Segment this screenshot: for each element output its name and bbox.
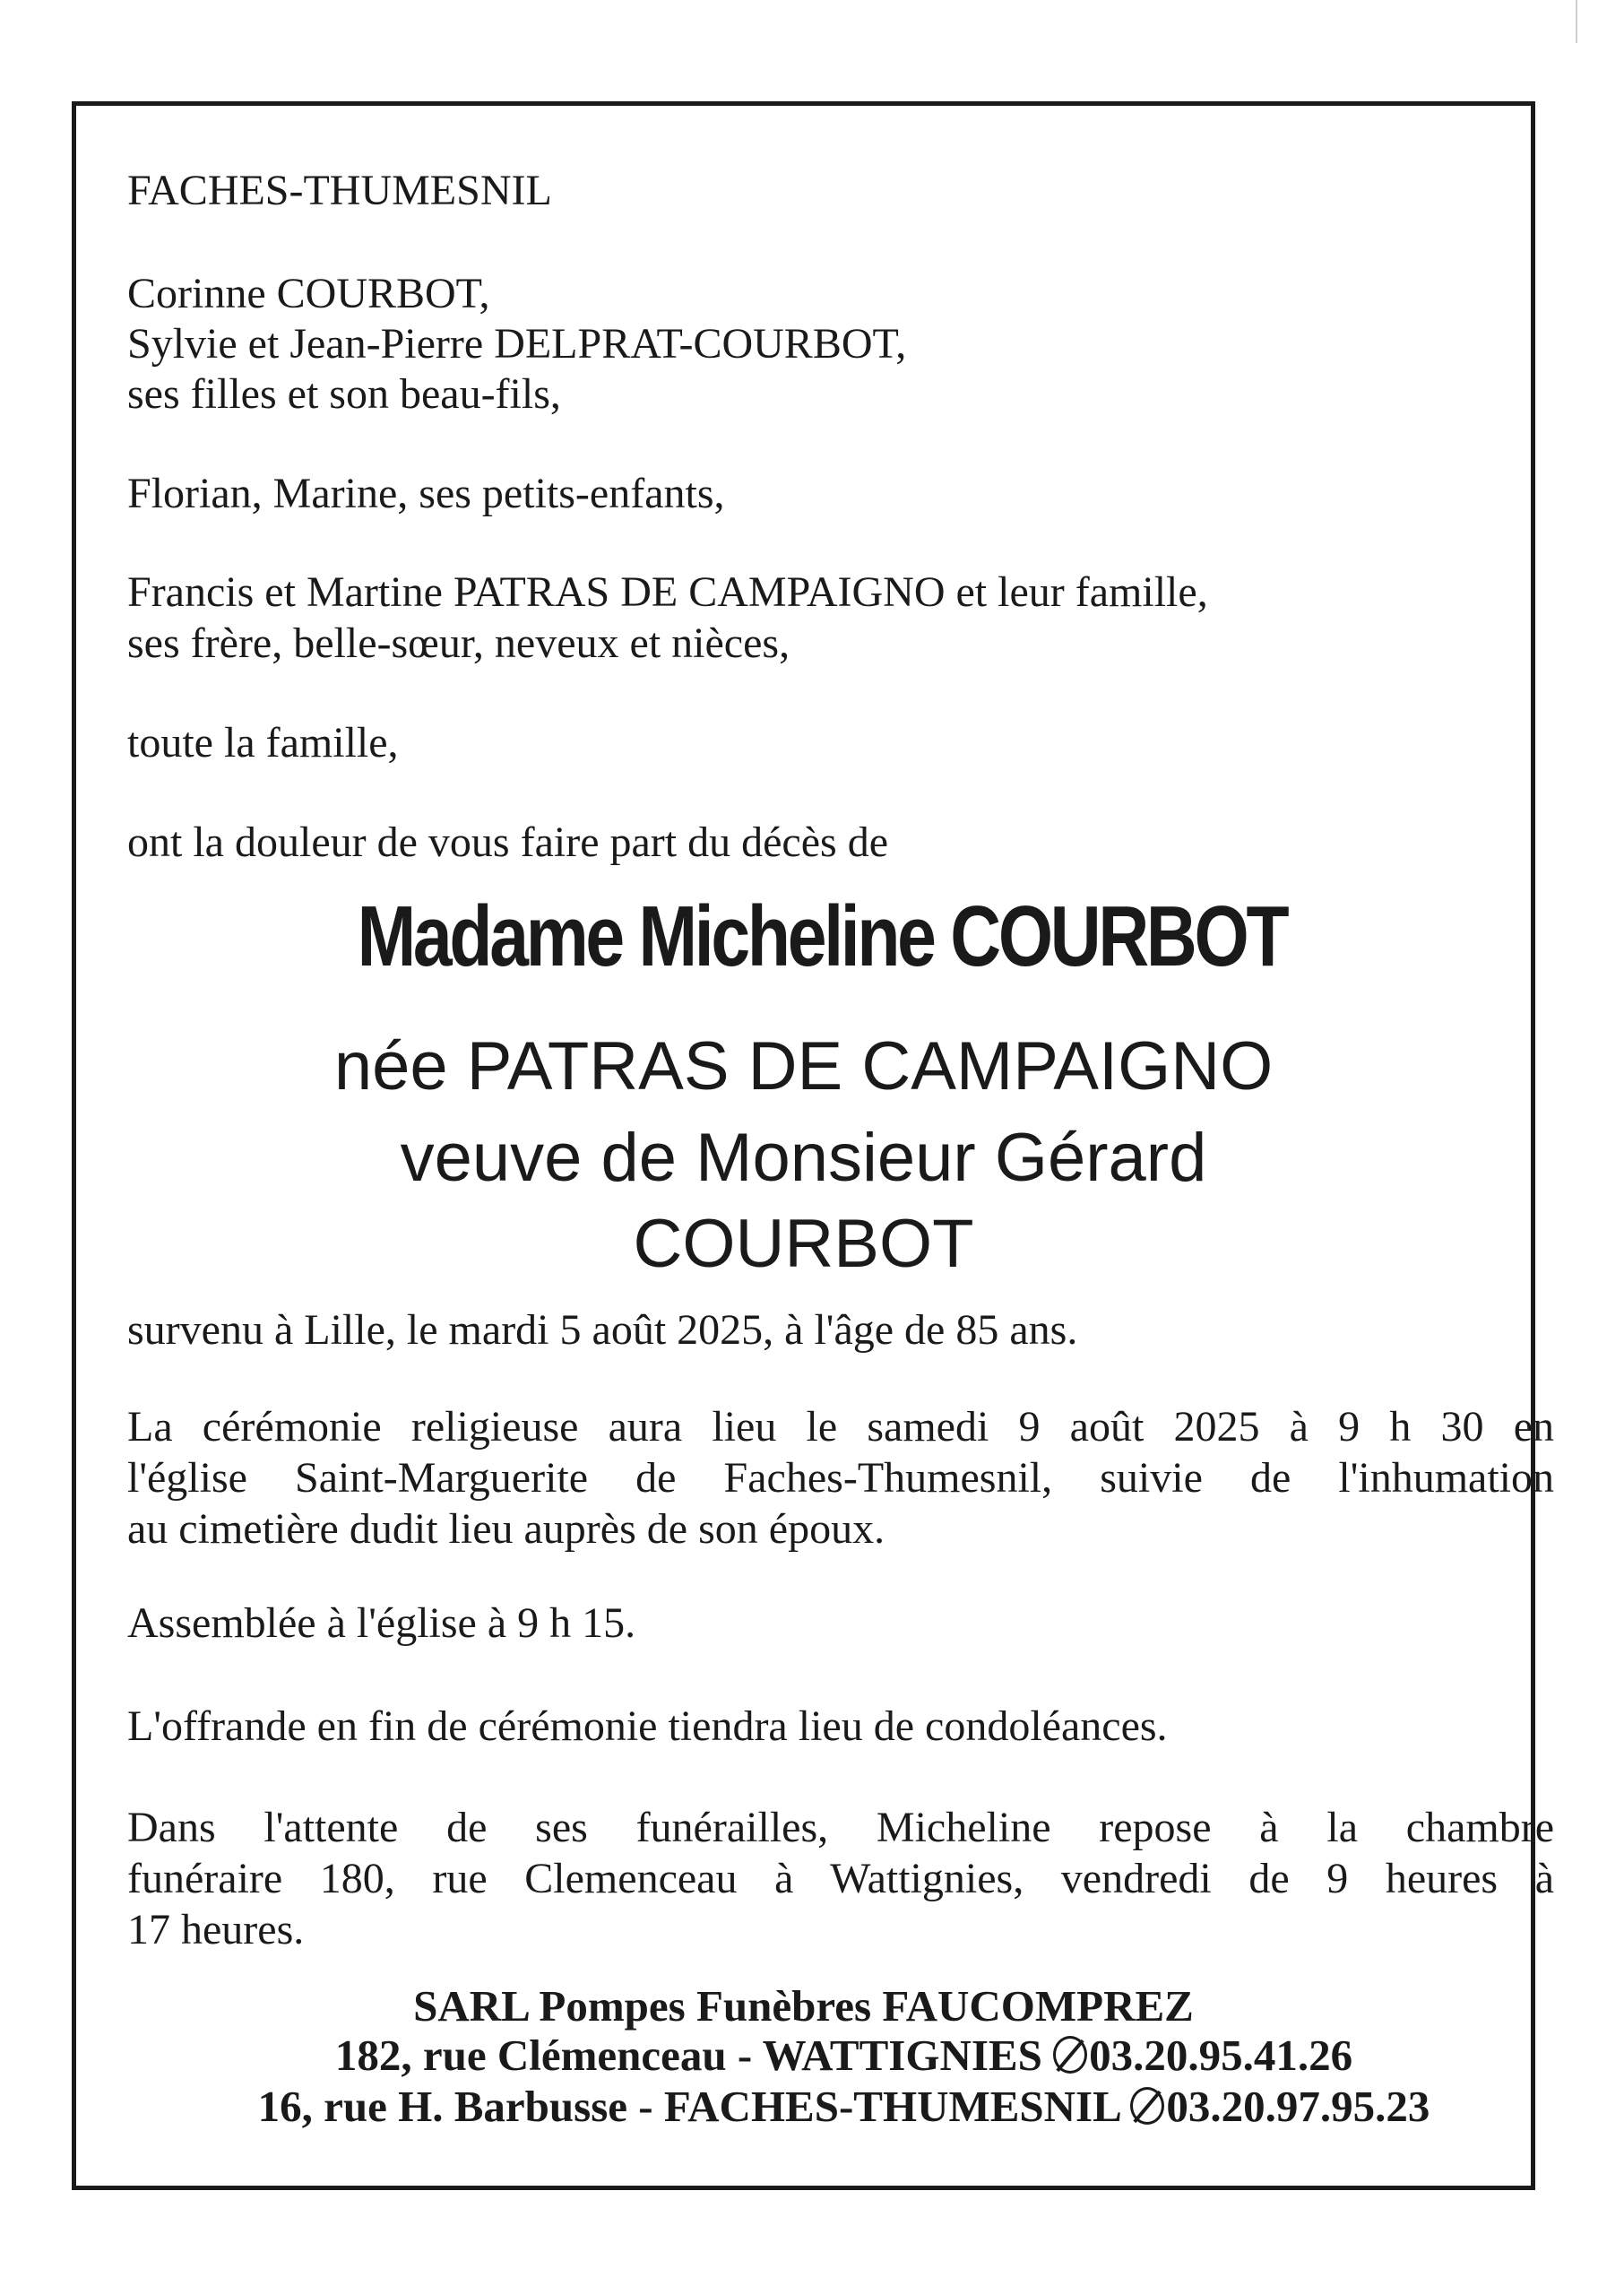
assembly-line: Assemblée à l'église à 9 h 15. (127, 1599, 636, 1647)
address-2-text: 16, rue H. Barbusse - FACHES-THUMESNIL (257, 2082, 1131, 2131)
funeral-home-name: SARL Pompes Funèbres FAUCOMPREZ (413, 1981, 1194, 2031)
phone-icon (1053, 2036, 1087, 2074)
phone-icon (1130, 2087, 1164, 2125)
siblings-line-2: ses frère, belle-sœur, neveux et nièces, (127, 619, 790, 667)
ceremony-line-2: l'église Saint-Marguerite de Faches-Thumesnil, suivie de l'inhumation (127, 1454, 1554, 1502)
funeral-home-address-1 (112, 2031, 1576, 2081)
phone-2: 03.20.97.95.23 (1166, 2082, 1430, 2131)
daughter-relation: ses filles et son beau-fils, (127, 370, 561, 418)
resting-line-1: Dans l'attente de ses funérailles, Micheline repose à la chambre (127, 1804, 1554, 1851)
resting-paragraph (127, 1802, 1554, 1955)
death-details: survenu à Lille, le mardi 5 août 2025, à l'âge de 85 ans. (127, 1306, 1078, 1354)
ceremony-line-1: La cérémonie religieuse aura lieu le samedi 9 août 2025 à 9 h 30 en (127, 1403, 1554, 1451)
funeral-home-address-2 (112, 2082, 1576, 2132)
all-family-line: toute la famille, (127, 719, 399, 766)
grandchildren-line: Florian, Marine, ses petits-enfants, (127, 470, 725, 517)
scan-edge-mark (1576, 0, 1577, 43)
siblings-line-1: Francis et Martine PATRAS DE CAMPAIGNO et leur famille, (127, 568, 1208, 616)
widow-line-1: veuve de Monsieur Gérard (400, 1120, 1207, 1196)
ceremony-paragraph (127, 1401, 1554, 1555)
widow-line-2: COURBOT (633, 1206, 974, 1282)
daughter-line-2: Sylvie et Jean-Pierre DELPRAT-COURBOT, (127, 320, 907, 368)
ceremony-line-3: au cimetière dudit lieu auprès de son époux. (127, 1505, 885, 1553)
phone-1: 03.20.95.41.26 (1089, 2031, 1353, 2080)
resting-line-2: funéraire 180, rue Clemenceau à Wattignies, vendredi de 9 heures à (127, 1855, 1554, 1902)
deceased-name: Madame Micheline COURBOT (357, 888, 1287, 984)
location-heading: FACHES-THUMESNIL (127, 167, 552, 214)
announcement-line: ont la douleur de vous faire part du décès de (127, 818, 889, 866)
maiden-name: née PATRAS DE CAMPAIGNO (333, 1028, 1274, 1104)
address-1-text: 182, rue Clémenceau - WATTIGNIES (334, 2031, 1054, 2080)
daughter-line-1: Corinne COURBOT, (127, 270, 490, 317)
offering-line: L'offrande en fin de cérémonie tiendra lieu de condoléances. (127, 1702, 1168, 1750)
resting-line-3: 17 heures. (127, 1906, 305, 1953)
